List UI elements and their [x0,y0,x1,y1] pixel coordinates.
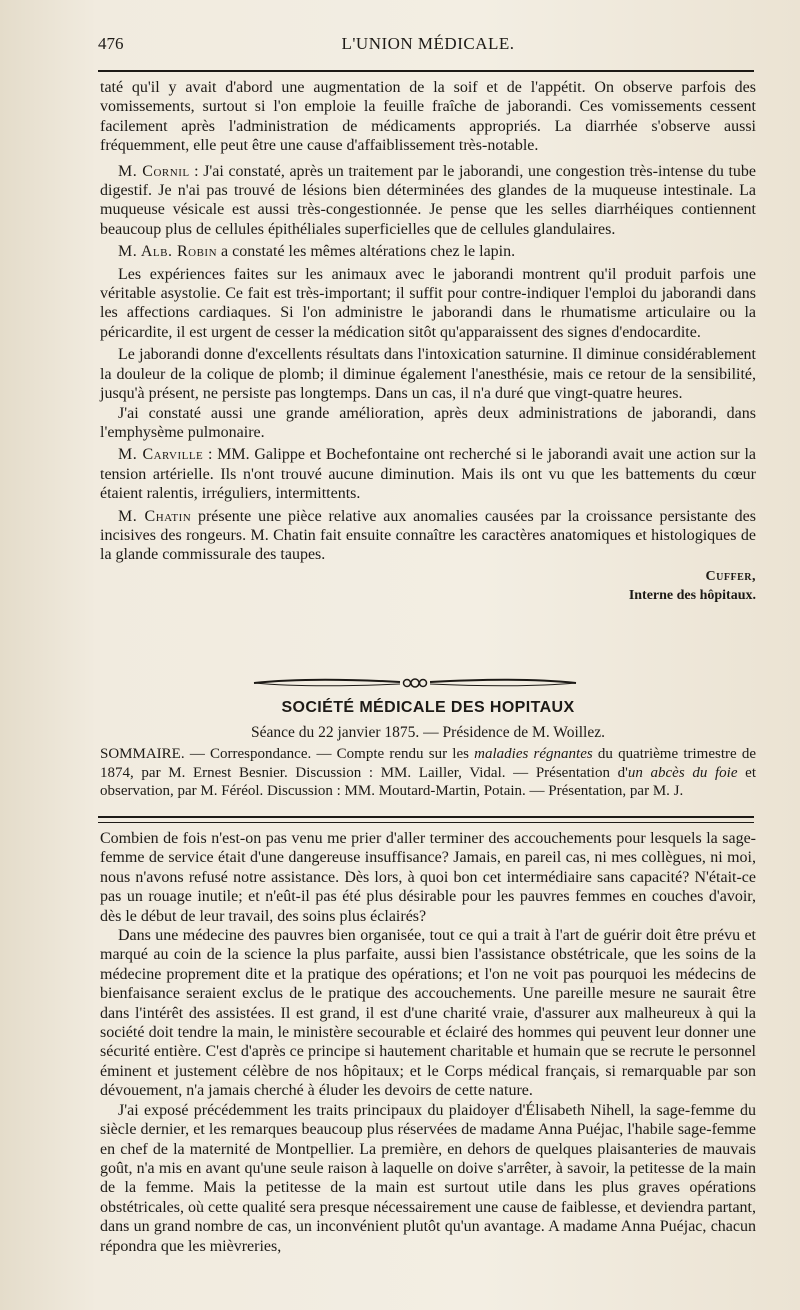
speaker-name: M. Alb. Robin [118,243,218,261]
speaker-name: M. Chatin [118,507,192,525]
signature-title: Interne des hôpitaux. [628,587,756,603]
feuilleton-section [100,829,756,1256]
speaker-remarks: : J'ai constaté, après un traitement par le jaborandi, une congestion très-intense du tube digestif. Je n'ai pas trouvé de lésions bien déterminées des glandes de la muqueuse intestinale. La muqueuse vésicale est aussi très-congestionnée. Je pense que les selles diarrhéiques contiennent beaucoup plus de cellules épithéliales superficielles que de cellules glandulaires. [100,162,756,238]
paragraph-cornil [100,162,756,240]
section-double-rule [98,816,754,823]
paragraph: Dans une médecine des pauvres bien organisée, tout ce qui a trait à l'art de guérir doit être prévu et marqué au coin de la science la plus parfaite, aussi bien l'assistance obstétricale, que les soins de la médecine proprement dite et la pratique des opérations; et l'on ne voit pas pourquoi les médecins de bienfaisance seraient exclus de le pratique des accouchements. Une pareille mesure ne saurait être dans l'intérêt des assistées. Il est grand, il est d'une charité vraie, d'assurer aux malheureux à qui la société doit tendre la main, le ministère secourable et éclairé des hommes qui peuvent leur donner une sécurité entière. C'est d'après ce principe si hautement charitable et humain que se recrute le personnel éminent et justement célèbre de nos hôpitaux; et le Corps médical français, si remarquable par son dévouement, n'a jamais cherché à éluder les devoirs de cette nature. [100,927,756,1100]
summary-text: du quatrième trimestre de 1874, par M. Ernest Besnier. Discussion : MM. Lailler, Vidal. — Présentation d' [100,746,757,781]
summary-text: et observation, par M. Féréol. Discussion : MM. Moutard-Martin, Potain. — Présentation, par M. J. [100,764,756,799]
speaker-name: M. Carville [118,446,204,464]
paragraph: Les expériences faites sur les animaux avec le jaborandi montrent qu'il produit parfois une véritable asystolie. Ce fait est très-important; il suffit pour contre-indiquer l'emploi du jaborandi dans les affections cardiaques. Si l'on administre le jaborandi dans le rhumatisme articulaire ou la péricardite, il est urgent de cesser la médication sitôt qu'apparaissent des signes d'endocardite. [100,265,756,341]
proceedings-section [100,78,756,605]
summary-italic: maladies régnantes [474,746,593,762]
paragraph: J'ai constaté aussi une grande amélioration, après deux administrations de jaborandi, dans l'emphysème pulmonaire. [100,404,756,441]
paragraph: taté qu'il y avait d'abord une augmentation de la soif et de l'appétit. On observe parfois des vomissements, surtout si l'on emploie la feuille fraîche de jaborandi. Ces vomissements cessent facilement après l'administration de médicaments appropriés. La diarrhée s'observe aussi fréquemment, elle peut être une cause d'affaiblissement très-notable. [100,79,756,155]
summary-italic: un abcès du foie [627,764,738,781]
speaker-remarks: a constaté les mêmes altérations chez le lapin. [217,243,516,261]
section-heading: SOCIÉTÉ MÉDICALE DES HOPITAUX [281,699,575,716]
signature-name: Cuffer, [705,568,756,584]
summary-text: — Correspondance. — Compte rendu sur les [184,746,475,762]
header-rule [98,70,754,72]
paragraph: Combien de fois n'est-on pas venu me prier d'aller terminer des accouchements pour lesquels la sage-femme de service était d'une dangereuse insuffisance? Jamais, en pareil cas, ni mes collègues, ni moi, nous n'avons refusé notre assistance. Dès lors, à quoi bon cet intermédiaire sans capacité? N'était-ce pas un rouage inutile; et n'eût-il pas été plus désirable pour les pauvres femmes en couches d'avoir, dès le début de leur travail, des soins plus éclairés? [100,830,756,925]
speaker-remarks: présente une pièce relative aux anomalies causées par la croissance persistante des incisives des rongeurs. M. Chatin fait ensuite connaître les caractères anatomiques et histologiques de la glande commissurale des taupes. [100,507,756,564]
paragraph: Le jaborandi donne d'excellents résultats dans l'intoxication saturnine. Il diminue considérablement la douleur de la colique de plomb; il diminue également l'anesthésie, mais ce retour de la sensibilité, jusqu'à présent, ne persiste pas longtemps. Dans un cas, il n'a duré que vingt-quatre heures. [100,346,756,403]
paragraph-robin [100,242,756,261]
running-head [98,34,758,58]
speaker-name: M. Cornil [118,162,190,180]
speaker-remarks: : MM. Galippe et Bochefontaine ont recherché si le jaborandi avait une action sur la tension artérielle. Ils n'ont trouvé aucune diminution. Mais ils ont vu que les battements du cœur étaient ralentis, irréguliers, intermittents. [100,446,756,503]
paragraph-carville [100,445,756,503]
summary-label: SOMMAIRE. [100,746,185,762]
summary [100,745,756,801]
paragraph: J'ai exposé précédemment les traits principaux du plaidoyer d'Élisabeth Nihell, la sage-femme du siècle dernier, et les remarques beaucoup plus réservées de madame Anna Puéjac, l'habile sage-femme en chef de la maternité de Montpellier. La première, en dehors de quelques plaisanteries de mauvais goût, n'a mis en avant qu'une seule raison à laquelle on doive s'arrêter, à savoir, la petitesse de la main de la femme. Mais la petitesse de la main est surtout utile dans les plus graves opérations obstétricales, où cette qualité sera presque nécessairement une cause de faiblesse, et deviendra partant, dans un grand nombre de cas, un inconvénient plutôt qu'un avantage. A madame Anna Puéjac, chacun répondra que les mièvreries, [100,1101,756,1255]
ornamental-divider [250,673,580,693]
page-number: 476 [98,34,124,53]
paragraph-chatin [100,507,756,565]
session-line: Séance du 22 janvier 1875. — Présidence de M. Woillez. [250,724,605,741]
journal-title: L'UNION MÉDICALE. [341,34,515,53]
